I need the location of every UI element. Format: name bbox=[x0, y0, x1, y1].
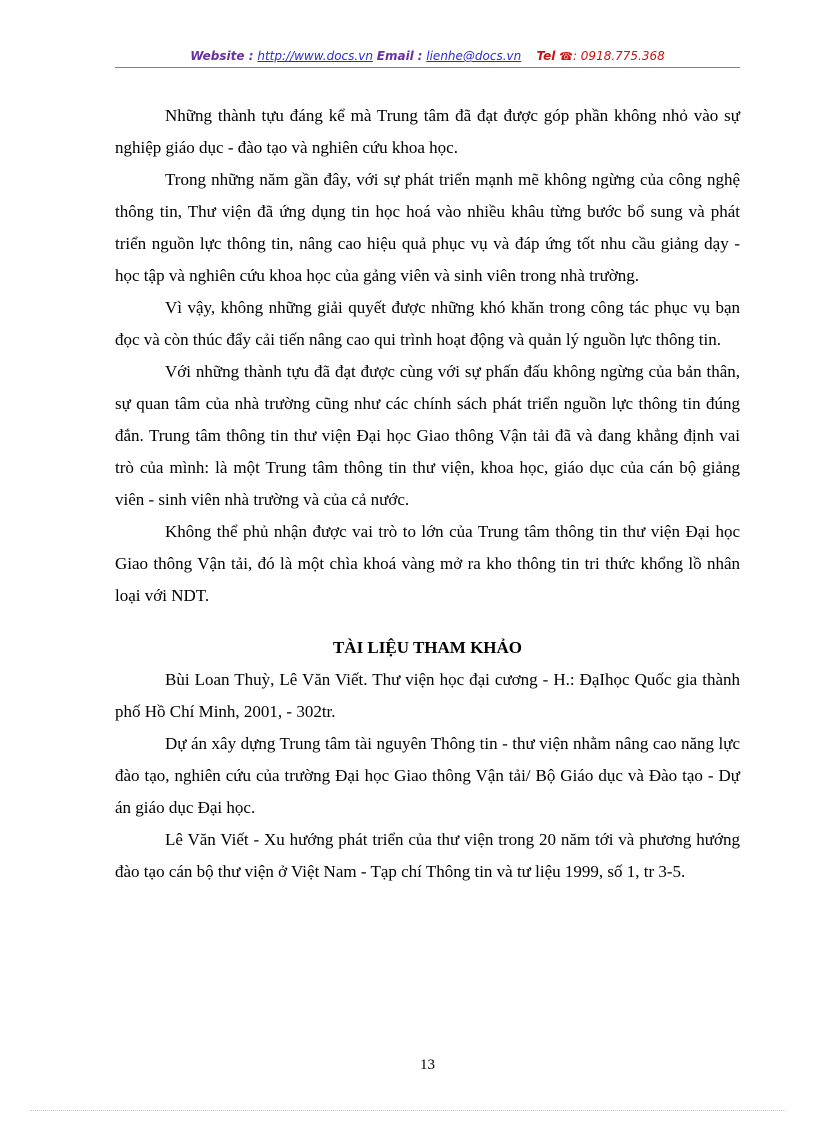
reference-item: Dự án xây dựng Trung tâm tài nguyên Thông tin - thư viện nhằm nâng cao năng lực đào tạo, nghiên cứu của trường Đại học Giao thông Vận tải/ Bộ Giáo dục và Đào tạo - Dự án giáo dục Đại học. bbox=[115, 734, 740, 817]
website-link[interactable]: http://www.docs.vn bbox=[257, 49, 373, 63]
tel-label: Tel bbox=[536, 49, 556, 63]
references-heading: TÀI LIỆU THAM KHẢO bbox=[332, 638, 523, 657]
body-paragraph: Trong những năm gần đây, với sự phát triển mạnh mẽ không ngừng của công nghệ thông tin, Thư viện đã ứng dụng tin học hoá vào nhiều khâu từng bước bổ sung và phát triển nguồn lực thông tin, nâng cao hiệu quả phục vụ và đáp ứng tốt nhu cầu giảng dạy - học tập và nghiên cứu khoa học của gảng viên và sinh viên trong nhà trường. bbox=[115, 170, 740, 285]
page-number: 13 bbox=[420, 1057, 435, 1073]
footer-divider bbox=[30, 1110, 786, 1111]
tel-value: : 0918.775.368 bbox=[572, 49, 665, 63]
body-paragraph: Với những thành tựu đã đạt được cùng với sự phấn đấu không ngừng của bản thân, sự quan tâm của nhà trường cũng như các chính sách phát triển nguồn lực thông tin đúng đắn. Trung tâm thông tin thư viện Đại học Giao thông Vận tải đã và đang khẳng định vai trò của mình: là một Trung tâm thông tin thư viện, khoa học, giáo dục của cán bộ giảng viên - sinh viên nhà trường và của cả nước. bbox=[115, 362, 740, 509]
body-paragraph: Những thành tựu đáng kể mà Trung tâm đã đạt được góp phần không nhỏ vào sự nghiệp giáo dục - đào tạo và nghiên cứu khoa học. bbox=[115, 106, 740, 157]
email-label: Email bbox=[376, 49, 414, 63]
email-link[interactable]: lienhe@docs.vn bbox=[426, 49, 522, 63]
telephone-icon: ☎ bbox=[559, 50, 573, 63]
body-paragraph: Không thể phủ nhận được vai trò to lớn của Trung tâm thông tin thư viện Đại học Giao thông Vận tải, đó là một chìa khoá vàng mở ra kho thông tin tri thức khổng lồ nhân loại với NDT. bbox=[115, 522, 740, 605]
website-label: Website : bbox=[190, 49, 254, 63]
email-separator: : bbox=[417, 49, 423, 63]
reference-item: Bùi Loan Thuỳ, Lê Văn Viết. Thư viện học đại cương - H.: ĐạIhọc Quốc gia thành phố Hồ Chí Minh, 2001, - 302tr. bbox=[115, 670, 740, 721]
reference-item: Lê Văn Viết - Xu hướng phát triển của thư viện trong 20 năm tới và phương hướng đào tạo cán bộ thư viện ở Việt Nam - Tạp chí Thông tin và tư liệu 1999, số 1, tr 3-5. bbox=[115, 830, 740, 881]
page-header bbox=[115, 47, 740, 68]
body-paragraph: Vì vậy, không những giải quyết được những khó khăn trong công tác phục vụ bạn đọc và còn thúc đẩy cải tiến nâng cao qui trình hoạt động và quản lý nguồn lực thông tin. bbox=[115, 298, 740, 349]
document-body bbox=[115, 100, 740, 888]
